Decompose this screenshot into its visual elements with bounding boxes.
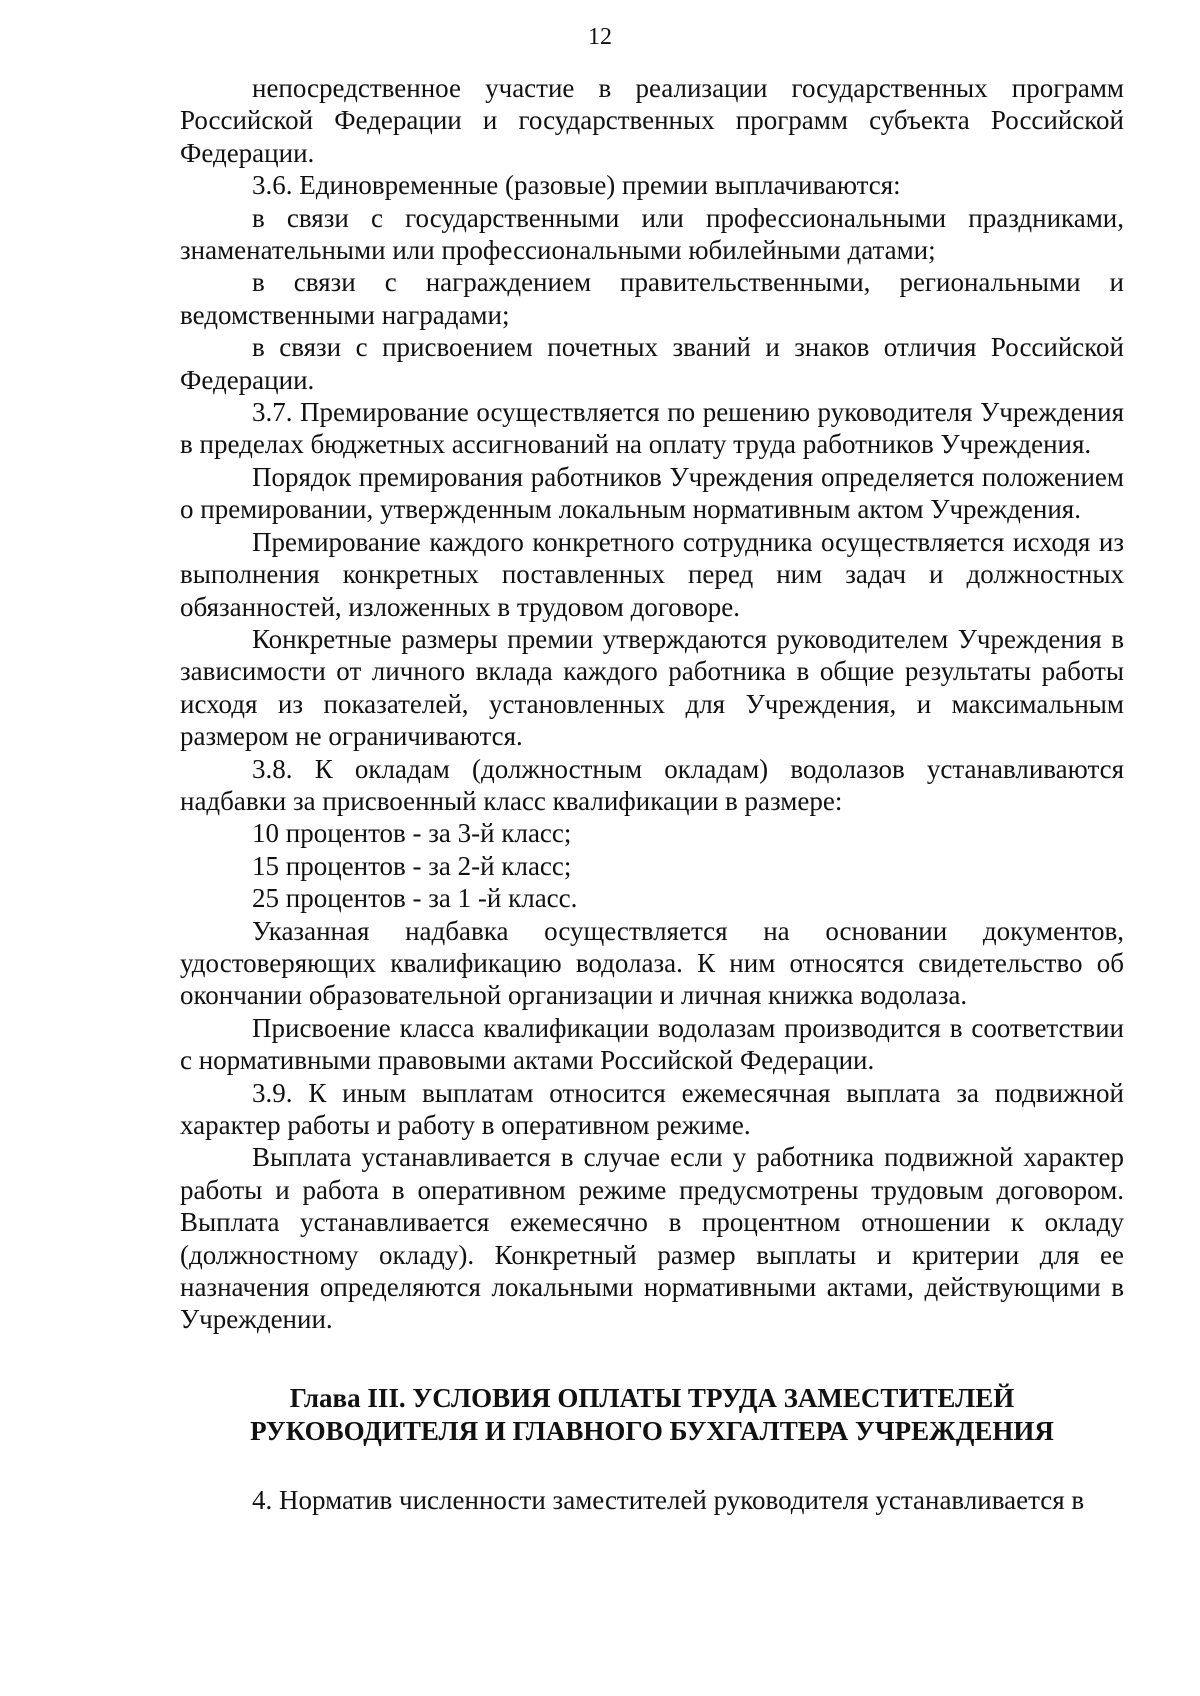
document-body <box>180 72 1124 1516</box>
list-item-class-1: 25 процентов - за 1 -й класс. <box>252 883 578 914</box>
paragraph-bonus-each-employee: Премирование каждого конкретного сотрудника осуществляется исходя из выполнения конкретных поставленных перед ним задач и должностных обязанностей, изложенных в трудовом договоре. <box>180 526 1124 622</box>
paragraph-continuation: непосредственное участие в реализации государственных программ Российской Федерации и государственных программ субъекта Российской Федерации. <box>180 73 1124 168</box>
chapter-heading-line-1: Глава III. УСЛОВИЯ ОПЛАТЫ ТРУДА ЗАМЕСТИТЕЛЕЙ <box>289 1382 1015 1413</box>
paragraph-3-6: 3.6. Единовременные (разовые) премии выплачиваются: <box>252 170 901 201</box>
chapter-heading-line-2: РУКОВОДИТЕЛЯ И ГЛАВНОГО БУХГАЛТЕРА УЧРЕЖДЕНИЯ <box>250 1415 1054 1446</box>
chapter-heading <box>180 1382 1124 1448</box>
paragraph-3-8: 3.8. К окладам (должностным окладам) водолазов устанавливаются надбавки за присвоенный класс квалификации в размере: <box>180 753 1124 816</box>
paragraph-3-7: 3.7. Премирование осуществляется по решению руководителя Учреждения в пределах бюджетных ассигнований на оплату труда работников Учреждения. <box>180 397 1124 460</box>
page-number: 12 <box>588 24 612 50</box>
list-item-awards: в связи с награждением правительственными, региональными и ведомственными наградами; <box>180 267 1124 330</box>
paragraph-bonus-amounts: Конкретные размеры премии утверждаются руководителем Учреждения в зависимости от личного вклада каждого работника в общие результаты работы исходя из показателей, установленных для Учреждения, и максимальным размером не ограничиваются. <box>180 623 1124 752</box>
paragraph-allowance-documents: Указанная надбавка осуществляется на основании документов, удостоверяющих квалификацию водолаза. К ним относятся свидетельство об окончании образовательной организации и личная книжка водолаза. <box>180 915 1124 1011</box>
paragraph-4: 4. Норматив численности заместителей руководителя устанавливается в <box>252 1484 1085 1515</box>
paragraph-bonus-procedure: Порядок премирования работников Учреждения определяется положением о премировании, утвержденным локальным нормативным актом Учреждения. <box>180 461 1124 525</box>
list-item-class-3: 10 процентов - за 3-й класс; <box>252 818 572 849</box>
list-item-titles: в связи с присвоением почетных званий и знаков отличия Российской Федерации. <box>180 332 1124 395</box>
paragraph-3-9: 3.9. К иным выплатам относится ежемесячная выплата за подвижной характер работы и работу в оперативном режиме. <box>180 1077 1124 1140</box>
list-item-holidays: в связи с государственными или профессиональными праздниками, знаменательными или профессиональными юбилейными датами; <box>180 202 1124 266</box>
paragraph-payment-conditions: Выплата устанавливается в случае если у работника подвижной характер работы и работа в оперативном режиме предусмотрены трудовым договором. Выплата устанавливается ежемесячно в процентном отношении к окладу (должностному окладу). Конкретный размер выплаты и критерии для ее назначения определяются локальными нормативными актами, действующими в Учреждении. <box>180 1142 1124 1335</box>
paragraph-class-assignment: Присвоение класса квалификации водолазам производится в соответствии с нормативными правовыми актами Российской Федерации. <box>180 1012 1124 1076</box>
list-item-class-2: 15 процентов - за 2-й класс; <box>252 850 572 881</box>
